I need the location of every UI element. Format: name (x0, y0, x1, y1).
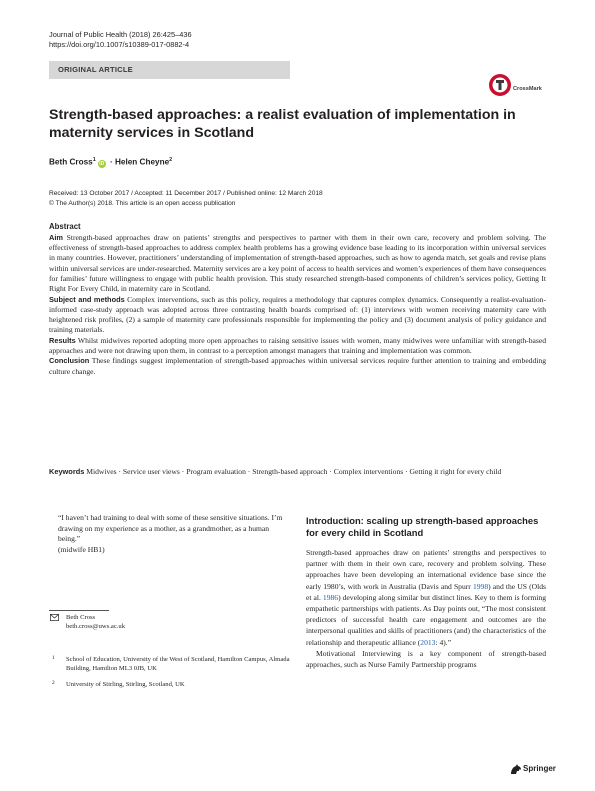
body-paragraph (306, 547, 546, 648)
article-dates (49, 189, 323, 208)
author-affiliation-marker: 2 (169, 157, 173, 163)
doi-link[interactable]: https://doi.org/10.1007/s10389-017-0882-4 (49, 40, 190, 49)
footnote-number: 1 (52, 655, 55, 661)
copyright-text: The Author(s) 2018. This article is an open access publication (55, 199, 236, 207)
envelope-icon (50, 614, 59, 621)
epigraph (58, 513, 292, 555)
body-text-run: Strength-based approaches draw on patients’ strengths and perspectives to partner with them in their own care, recovery and problem solving. These approaches have been developing an international evidence base since the early 1980’s, with work in Australia (Davis and Spurr (306, 548, 546, 591)
keywords-text: Midwives · Service user views · Program evaluation · Strength-based approach · Complex interventions · Getting it right for every child (86, 467, 502, 476)
abstract-results-label: Results (49, 335, 76, 345)
abstract-conclusion (49, 356, 546, 377)
footnote-divider (49, 610, 109, 611)
abstract-methods-text: Complex interventions, such as this policy, requires a methodology that captures complex dynamics. Consequently a realist-evaluation-informed case-study approach was adopted across three contrasting health boards comprised of: (1) interviews with women receiving maternity care with heightened risk profiles, (2) a sample of maternity care professionals responsible for implementing the policy and (3) document analysis of policy guidance and training materials. (49, 294, 546, 335)
orcid-icon[interactable]: iD (99, 160, 105, 167)
abstract-results-text: Whilst midwives reported adopting more open approaches to raising sensitive issues with women, many midwives were unfamiliar with strength-based approaches and were not drawing upon them, in contrast to a perception amongst managers that training and implementation was common. (49, 335, 547, 356)
citation-link[interactable]: 2013 (420, 637, 436, 647)
keywords (49, 467, 546, 477)
abstract-aim-text: Strength-based approaches draw on patients’ strengths and perspectives to partner with them in their own care, recovery and problem solving. The effectiveness of strength-based approaches to address complex health problems has a growing evidence base leading to its incorporation within universal services in many countries. However, practitioners’ understanding of implementation of strength-based approaches, such as how to agenda match, set goals and revise plans within universal services are under-researched. Maternity services are a key point of access to health services and women’s experiences of them have consequences for families’ future willingness to engage with public health provision. This study researched strength-based components of children’s services policy, Getting It Right For Every Child, in maternity care in Scotland. (49, 232, 546, 294)
author-list (49, 157, 172, 168)
publisher-name: Springer (523, 764, 556, 773)
body-text-run: ) and the US (Olds et al. (306, 581, 546, 602)
keywords-label: Keywords (49, 467, 85, 476)
epigraph-quote: “I haven’t had training to deal with some of these sensitive situations. I’m drawing on my experience as a mother, as a grandmother, as a human being.” (58, 513, 283, 544)
abstract (49, 222, 546, 377)
author-affiliation-marker: 1 (92, 157, 96, 163)
author-name[interactable]: Helen Cheyne (114, 157, 170, 167)
citation-link[interactable]: 1986 (322, 592, 339, 602)
springer-horse-icon (509, 763, 523, 775)
footnote-affiliation: School of Education, University of the West of Scotland, Hamilton Campus, Almada Building, Hamilton ML3 0JB, UK (66, 656, 290, 673)
correspondence (66, 613, 125, 631)
citation-link[interactable]: 1998 (472, 581, 489, 591)
abstract-results (49, 336, 546, 357)
crossmark-label: CrossMark (513, 86, 542, 92)
body-text-run: : 4).” (435, 637, 452, 647)
footnote-affiliation: University of Stirling, Stirling, Scotland, UK (66, 681, 185, 688)
history-dates: Received: 13 October 2017 / Accepted: 11 December 2017 / Published online: 12 March 2018 (49, 190, 323, 197)
epigraph-source: (midwife HB1) (58, 544, 105, 554)
journal-reference (49, 30, 192, 50)
journal-citation: Journal of Public Health (2018) 26:425–436 (49, 30, 192, 39)
body-paragraph: Motivational Interviewing is a key component of strength-based approaches, such as Nurse Family Partnership programs (306, 648, 546, 670)
abstract-aim-label: Aim (49, 232, 63, 242)
copyright-line (49, 199, 323, 209)
abstract-methods (49, 295, 546, 336)
article-type-label: ORIGINAL ARTICLE (58, 65, 133, 74)
body-text (306, 547, 546, 670)
abstract-methods-label: Subject and methods (49, 294, 125, 304)
abstract-aim (49, 233, 546, 295)
abstract-conclusion-text: These findings suggest implementation of strength-based approaches within universal services require further attention to training and embedding culture change. (49, 356, 546, 376)
correspondence-name: Beth Cross (66, 614, 96, 621)
author-separator: · (109, 157, 113, 167)
article-title: Strength-based approaches: a realist evaluation of implementation in maternity services in Scotland (49, 107, 516, 141)
footnote-number: 2 (52, 680, 55, 686)
author-name[interactable]: Beth Cross (49, 157, 93, 167)
correspondence-email[interactable]: beth.cross@uws.ac.uk (66, 623, 125, 631)
copyright-icon: © (49, 199, 54, 207)
crossmark-icon[interactable] (486, 72, 546, 98)
abstract-heading: Abstract (49, 222, 81, 231)
section-heading: Introduction: scaling up strength-based approaches for every child in Scotland (306, 515, 539, 538)
abstract-conclusion-label: Conclusion (49, 356, 90, 366)
body-text-run: ) developing along similar but distinct lines. Key to them is forming empathetic partnerships with patients. As Day points out, “The most consistent predictors of successful health care engagement and outcomes are the interpersonal qualities and skills of practitioners (and) the characteristics of the relationship and therapeutic alliance ( (306, 592, 546, 647)
